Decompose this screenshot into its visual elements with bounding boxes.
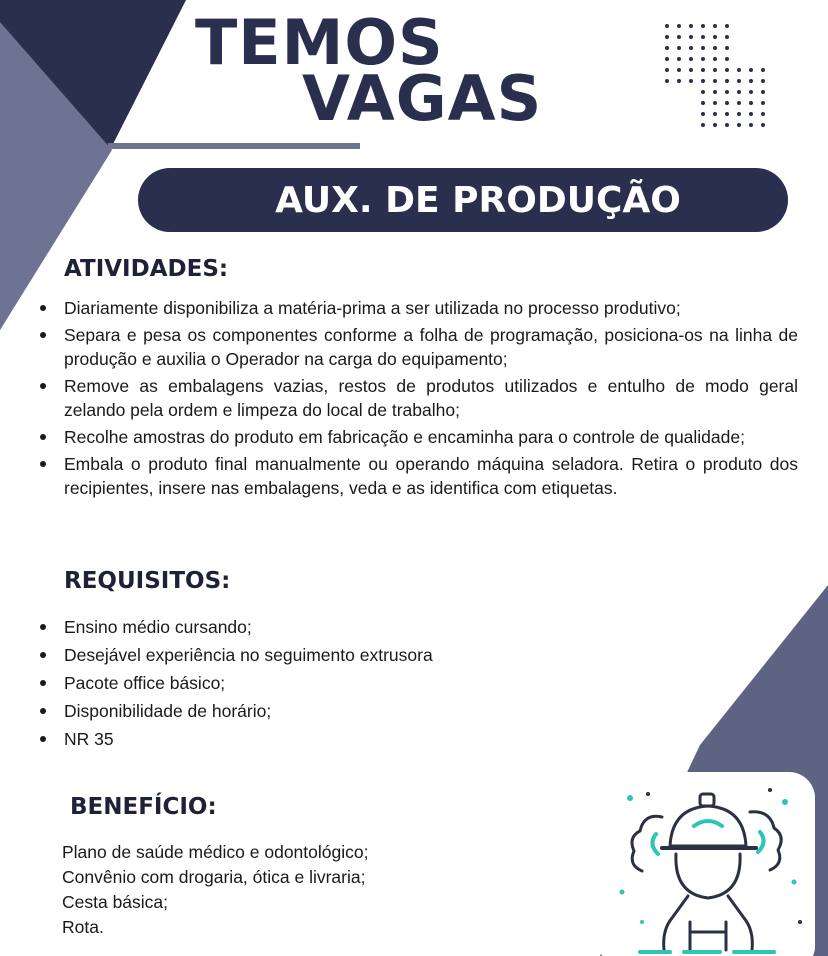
dot-grid-pattern [665, 24, 765, 127]
position-title-banner [138, 168, 788, 232]
list-item: Rota. [62, 917, 104, 937]
atividades-list [34, 296, 798, 503]
list-item: Diariamente disponibiliza a matéria-prima a ser utilizada no processo produtivo; [34, 296, 798, 320]
position-title: AUX. DE PRODUÇÃO [275, 179, 681, 221]
headline-temos: TEMOS [195, 6, 444, 79]
list-item: Disponibilidade de horário; [34, 699, 634, 723]
list-item: Ensino médio cursando; [34, 615, 634, 639]
section-title-beneficio: BENEFÍCIO: [70, 794, 217, 820]
list-item: Recolhe amostras do produto em fabricação e encaminha para o controle de qualidade; [34, 425, 798, 449]
list-item: Convênio com drogaria, ótica e livraria; [62, 867, 366, 887]
list-item: Embala o produto final manualmente ou operando máquina seladora. Retira o produto dos recipientes, insere nas embalagens, veda e as identifica com etiquetas. [34, 452, 798, 500]
list-item: Separa e pesa os componentes conforme a folha de programação, posiciona-os na linha de produção e auxilia o Operador na carga do equipamento; [34, 323, 798, 371]
list-item: Cesta básica; [62, 892, 169, 912]
construction-worker-helmet-icon [600, 772, 815, 956]
list-item: Pacote office básico; [34, 671, 634, 695]
requisitos-list [34, 615, 634, 755]
list-item: Plano de saúde médico e odontológico; [62, 842, 369, 862]
headline-underline [108, 143, 360, 149]
list-item: Remove as embalagens vazias, restos de produtos utilizados e entulho de modo geral zelando pela ordem e limpeza do local de trabalho; [34, 374, 798, 422]
section-title-requisitos: REQUISITOS: [64, 568, 231, 594]
section-title-atividades: ATIVIDADES: [64, 256, 229, 282]
list-item: NR 35 [34, 727, 634, 751]
beneficio-list [62, 840, 368, 940]
list-item: Desejável experiência no seguimento extrusora [34, 643, 634, 667]
headline-vagas: VAGAS [302, 62, 543, 135]
